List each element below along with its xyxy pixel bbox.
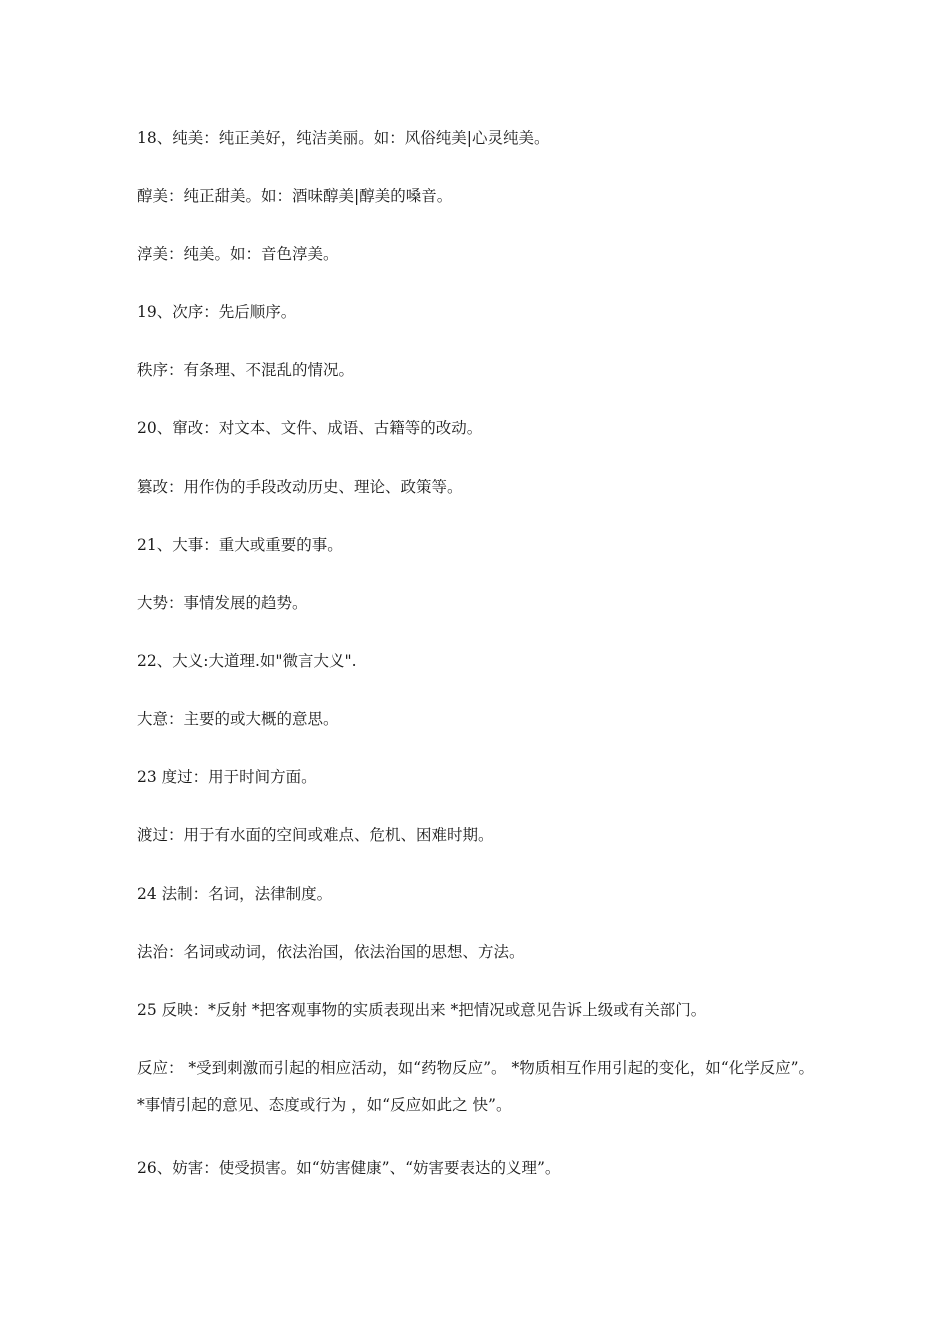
text-line-26-fanghai: 26、妨害：使受损害。如“妨害健康”、“妨害要表达的义理”。 [137,1159,561,1177]
text-line-24-fazhi: 24 法制：名词，法律制度。 [137,885,333,903]
text-line-20-cuangai: 20、窜改：对文本、文件、成语、古籍等的改动。 [137,419,483,437]
text-line-22-dayi: 22、大义:大道理.如"微言大义". [137,652,357,670]
text-line-23-duguo: 23 度过：用于时间方面。 [137,768,317,786]
text-line-18-chunmei: 18、纯美：纯正美好，纯洁美丽。如：风俗纯美|心灵纯美。 [137,129,550,147]
text-line-dashi-2: 大势：事情发展的趋势。 [137,594,308,612]
text-line-dayi-2: 大意：主要的或大概的意思。 [137,710,339,728]
text-line-duguo-2: 渡过：用于有水面的空间或难点、危机、困难时期。 [137,826,494,844]
text-line-chunmei-2: 醇美：纯正甜美。如：酒味醇美|醇美的嗓音。 [137,187,453,205]
text-line-19-cixu: 19、次序：先后顺序。 [137,303,297,321]
text-line-fanying-2: 反应： *受到刺激而引起的相应活动，如“药物反应”。 *物质相互作用引起的变化，如“化学反应”。 *事情引起的意见、态度或行为 ，如“反应如此之 快”。 [137,1059,815,1114]
text-line-chunmei-3: 淳美：纯美。如：音色淳美。 [137,245,339,263]
text-line-25-fanying: 25 反映：*反射 *把客观事物的实质表现出来 *把情况或意见告诉上级或有关部门。 [137,1001,707,1019]
text-line-21-dashi: 21、大事：重大或重要的事。 [137,536,343,554]
text-line-cuangai-2: 篡改：用作伪的手段改动历史、理论、政策等。 [137,478,463,496]
text-line-fazhi-2: 法治：名词或动词，依法治国，依法治国的思想、方法。 [137,943,525,961]
text-line-zhixu: 秩序：有条理、不混乱的情况。 [137,361,355,379]
